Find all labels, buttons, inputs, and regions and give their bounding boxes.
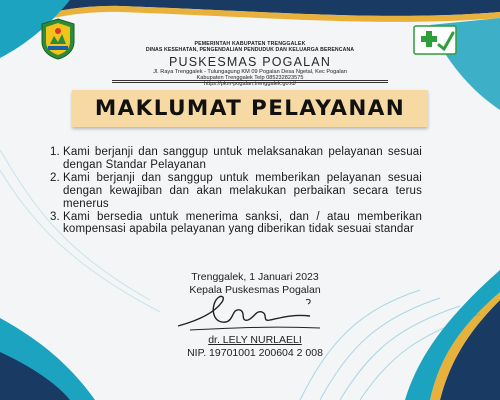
facility-contact: Kabupaten Trenggalek Telp 085232823575	[196, 75, 304, 81]
signatory-name-wrapper	[140, 334, 370, 346]
signatory-nip: NIP. 19701001 200604 2 008	[187, 347, 323, 359]
facility-name: PUSKESMAS POGALAN	[168, 55, 332, 69]
pledge-number: 1.	[50, 146, 60, 158]
pledge-item	[50, 211, 422, 237]
government-name: PEMERINTAH KABUPATEN TRENGGALEK	[194, 41, 306, 47]
title-banner	[72, 90, 428, 127]
pledge-item	[50, 146, 422, 172]
place-date: Trenggalek, 1 Januari 2023	[191, 271, 319, 283]
pledge-item	[50, 172, 422, 211]
regency-emblem-icon	[40, 18, 76, 60]
signature-icon	[170, 290, 330, 336]
facility-address: Jl. Raya Trenggalek - Tulungagung KM 09 Pogalan Desa Ngetal, Kec Pogalan	[153, 69, 347, 75]
facility-website: https://pkm-pogalan.trenggalek.go.id/	[203, 81, 297, 87]
pledge-text: Kami bersedia untuk menerima sanksi, dan / atau memberikan kompensasi apabila pelayanan yang diberikan tidak sesuai standar	[63, 210, 422, 236]
signatory-position: Kepala Puskesmas Pogalan	[189, 284, 321, 296]
pledge-number: 2.	[50, 171, 60, 184]
letterhead-divider	[112, 80, 388, 81]
signatory-name: dr. LELY NURLAELI	[208, 334, 302, 346]
pledge-text: Kami berjanji dan sanggup untuk memberikan pelayanan sesuai dengan kewajiban dan akan melakukan perbaikan secara terus menerus	[63, 171, 422, 210]
document-title: MAKLUMAT PELAYANAN	[94, 96, 406, 121]
puskesmas-cross-icon	[413, 25, 457, 55]
pledge-text: Kami berjanji dan sanggup untuk melaksanakan pelayanan sesuai dengan Standar Pelayanan	[63, 146, 422, 171]
pledge-list	[50, 146, 422, 236]
pledge-number: 3.	[50, 210, 60, 223]
letterhead-divider-thin	[112, 82, 388, 83]
department-name: DINAS KESEHATAN, PENGENDALIAN PENDUDUK DAN KELUARGA BERENCANA	[145, 47, 355, 53]
